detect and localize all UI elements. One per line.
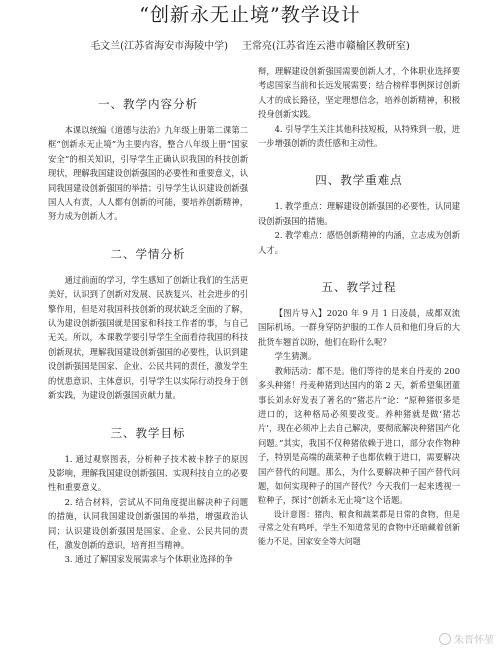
watermark <box>439 631 494 646</box>
section-heading-student-analysis: 二、学情分析 <box>110 246 186 261</box>
objective-item: 3. 通过了解国家发展需求与个体职业选择的争 <box>64 554 233 565</box>
author-1: 毛文兰(江苏省海安市海陵中学) <box>90 41 228 52</box>
key-point-item: 1. 教学重点：理解建设创新强国的必要性，认同建设创新强国的措施。 <box>258 201 460 226</box>
author-line <box>0 40 500 54</box>
design-intent: 设计意图：猪肉、粮食和蔬菜都是日常的食物，但是寻常之处有鸣呼，学生不知道常见的食物中还暗藏着创新能力不足，国家安全等大问题 <box>258 509 460 546</box>
watermark-logo-icon <box>439 633 451 645</box>
objective-continued: 辩，理解建设创新强国需要创新人才，个体职业选择要考虑国家当前和长远发展需要；结合榜样事例探讨创新人才的成长路径，坚定理想信念，培养创新精神，积极投身创新实践。 <box>258 66 460 120</box>
author-2: 王常亮(江苏省连云港市赣榆区教研室) <box>242 41 410 52</box>
objective-item: 4. 引导学生关注其他科技短板，从特殊到一般，进一步增强创新的责任感和主动性。 <box>258 123 460 149</box>
key-point-item: 2. 教学难点：感悟创新精神的内涵，立志成为创新人才。 <box>258 230 460 255</box>
paragraph: 本课以统编《道德与法治》九年级上册第二课第二框“创新永无止境”为主要内容，整合八年级上册“国家安全”的相关知识，引导学生正确认识我国的科技创新现状，理解我国建设创新强国的必要性和重要意义，认同我国建设创新强国的举措；引导学生认识建设创新强国人人有责，人人都有创新的可能，要培养创新精神，努力成为创新人才。 <box>48 125 248 222</box>
paragraph: 【图片导入】2020 年 9 月 1 日凌晨，成都双流国际机场。一群身穿防护服的工作人员和他们身后的大批货车翘首以盼，他们在盼什么呢？ <box>258 308 460 347</box>
section-heading-content-analysis: 一、教学内容分析 <box>98 97 198 111</box>
objective-item: 2. 结合材料，尝试从不同角度提出解决种子问题的措施，认同我国建设创新强国的举措，增强政治认同；认识建设创新强国是国家、企业、公民共同的责任，激发创新的意识，培育担当精神。 <box>48 496 248 550</box>
section-heading-objectives: 三、教学目标 <box>110 425 186 440</box>
section-heading-key-points: 四、教学重难点 <box>315 173 403 188</box>
left-column <box>48 64 248 648</box>
objective-item: 1. 通过观察图表，分析种子技术被卡脖子的原因及影响，理解我国建设创新强国、实现科技自立的必要性和重要意义。 <box>48 453 248 493</box>
paragraph: 学生猜测。 <box>274 351 317 362</box>
right-column <box>258 64 460 648</box>
page-title: “创新永无止境”教学设计 <box>139 4 361 26</box>
paragraph: 通过前面的学习，学生感知了创新让我们的生活更美好，认识到了创新对发展、民族复兴、社会进步的引擎作用，但是对我国科技创新的现状缺乏全面的了解，认为建设创新强国就是国家和科技工作者的事，与自己无关。所以，本课教学要引导学生全面看待我国的科技创新现状，理解我国建设创新强国的必要性，认识到建设创新强国是国家、企业、公民共同的责任，激发学生的忧患意识、主体意识，引导学生以实际行动投身于创新实践，为建设创新强国贡献力量。 <box>48 274 248 401</box>
section-heading-teaching-process: 五、教学过程 <box>321 280 397 295</box>
paragraph: 教师活动：都不是。他们等待的是来自丹麦的 200 多头种猪！丹麦种猪到达国内的第 2 天，新希望集团董事长刘永好发表了著名的“猪芯片”论：“原种猪很多是进口的，这种格局必须要改变。养种猪就是做‘猪芯片’，现在必须冲上去自己解决，要彻底解决种猪国产化问题。”其实，我国不仅种猪依赖于进口，部分农作物种子，特别是高端的蔬菜种子也都依赖于进口，需要解决国产替代的问题。那么，为什么要解决种子国产替代问题，如何实现种子的国产替代？今天我们一起来透视一粒种子，探讨“创新永无止境”这个话题。 <box>258 365 460 506</box>
watermark-text: 朱晋怀堃 <box>454 635 494 646</box>
